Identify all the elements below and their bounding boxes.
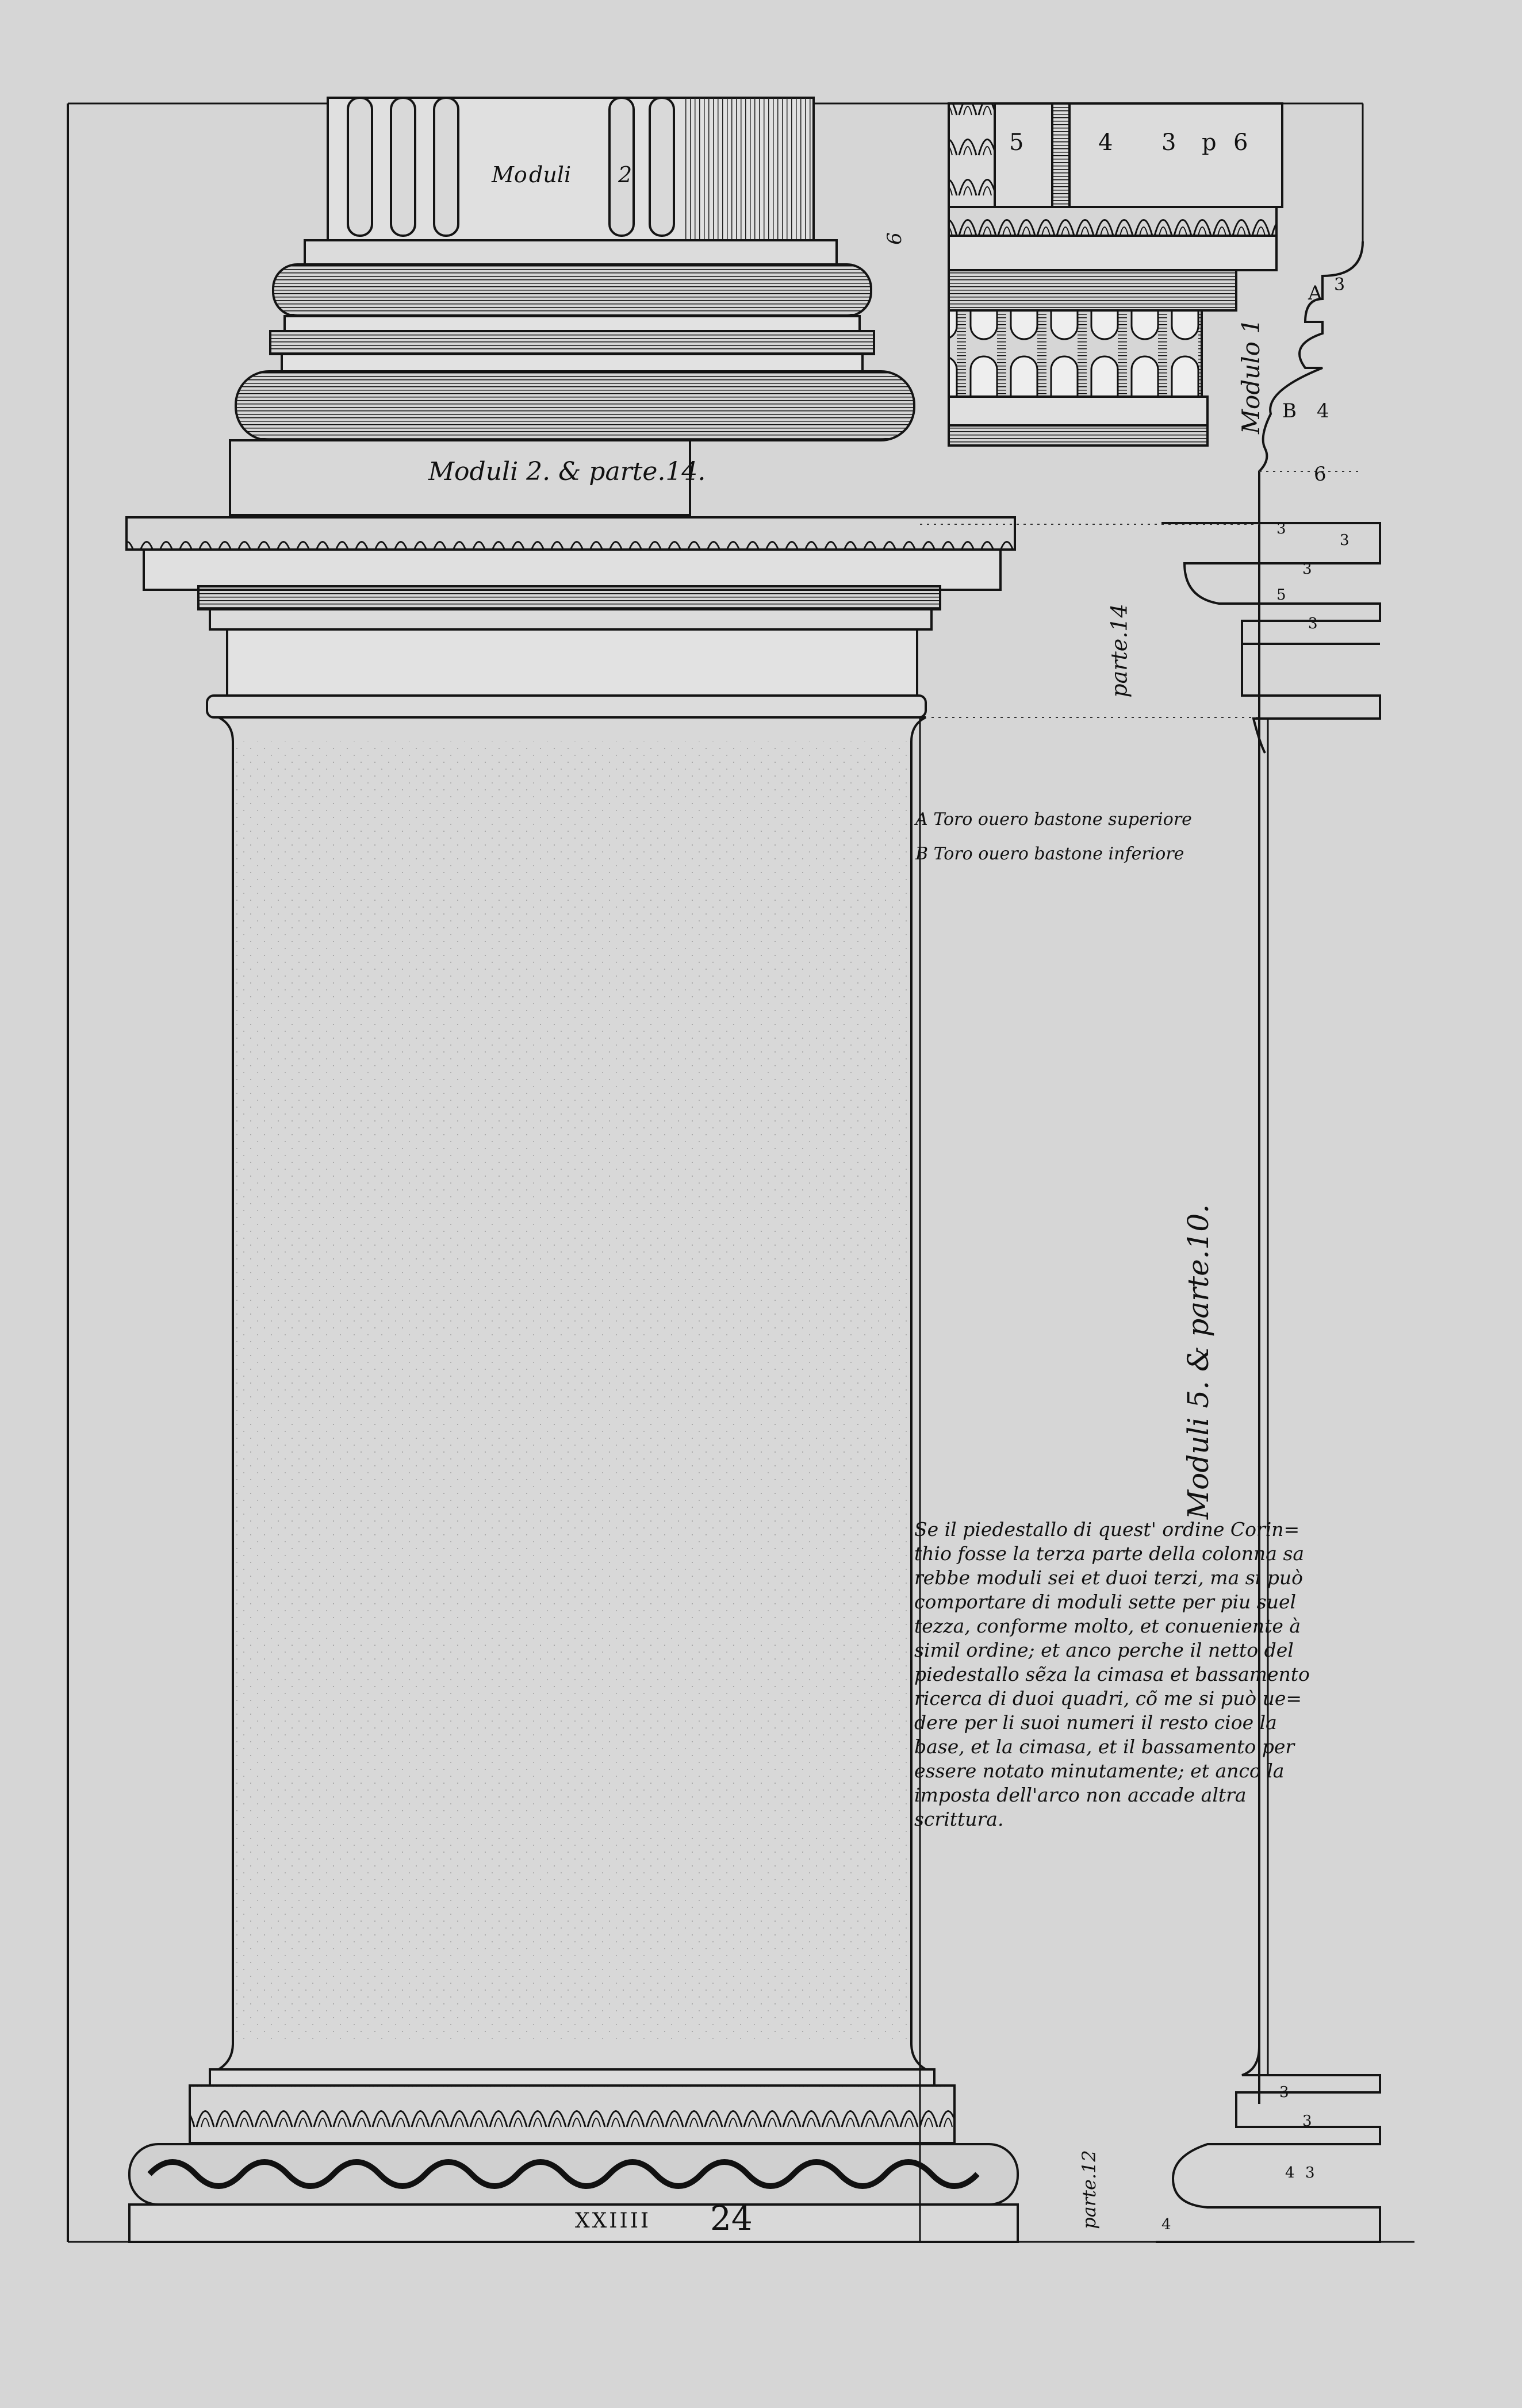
cornice-height-label: parte.14 bbox=[1106, 604, 1132, 698]
base-dimension-label: parte.12 bbox=[1078, 2150, 1100, 2229]
note-line: piedestallo sẽza la cimasa et bassamento bbox=[914, 1663, 1310, 1685]
detail-number-p: p bbox=[1202, 129, 1217, 156]
plate-numeral: XXIIII bbox=[575, 2209, 651, 2233]
base-mark-5: 4 bbox=[1161, 2216, 1171, 2233]
legend-b: B Toro ouero bastone inferiore bbox=[915, 844, 1184, 864]
legend-a: A Toro ouero bastone superiore bbox=[915, 809, 1192, 829]
cornice-mark-2: 3 bbox=[1340, 532, 1350, 549]
base-mark-3: 4 bbox=[1285, 2164, 1295, 2182]
profile-mark-b-num: 4 bbox=[1317, 400, 1329, 423]
description-note bbox=[914, 1518, 1310, 1831]
note-line: tezza, conforme molto, et conueniente à bbox=[914, 1615, 1301, 1637]
pedestal-height-label: Moduli 5. & parte.10. bbox=[1182, 1204, 1216, 1520]
base-mark-2: 3 bbox=[1302, 2113, 1312, 2130]
profile-mark-a-num: 3 bbox=[1334, 275, 1345, 295]
detail-number-5: 5 bbox=[1009, 129, 1024, 156]
note-line: rebbe moduli sei et duoi terzi, ma si può bbox=[914, 1566, 1303, 1589]
profile-mark-six: 6 bbox=[1314, 463, 1327, 486]
shaft-label-mo: Mo bbox=[492, 162, 527, 187]
note-line: comportare di moduli sette per piu suel bbox=[914, 1591, 1297, 1613]
detail-side-number: 6 bbox=[883, 232, 906, 245]
note-line: essere notato minutamente; et anco la bbox=[914, 1760, 1285, 1782]
note-line: ricerca di duoi quadri, cõ me si può ue= bbox=[914, 1687, 1302, 1710]
detail-number-3: 3 bbox=[1161, 129, 1176, 156]
cornice-mark-5: 3 bbox=[1308, 615, 1318, 632]
detail-number-4: 4 bbox=[1098, 129, 1113, 156]
pedestal-base bbox=[129, 2069, 1018, 2242]
base-mark-1: 3 bbox=[1279, 2084, 1289, 2101]
note-line: scrittura. bbox=[914, 1808, 1004, 1830]
base-mark-4: 3 bbox=[1305, 2164, 1315, 2182]
note-line: simil ordine; et anco perche il netto del bbox=[914, 1639, 1294, 1661]
shaft-label-duli: duli bbox=[529, 162, 572, 187]
profile-mark-a: A bbox=[1308, 282, 1322, 305]
note-line: imposta dell'arco non accade altra bbox=[914, 1784, 1247, 1806]
cornice-mark-4: 5 bbox=[1276, 586, 1286, 604]
base-height-label: Moduli 2. & parte.14. bbox=[428, 457, 706, 486]
page-number: 24 bbox=[710, 2199, 753, 2238]
shaft-label-num: 2 bbox=[618, 162, 632, 187]
detail-number-6: 6 bbox=[1233, 129, 1248, 156]
cornice-mark-3: 3 bbox=[1302, 560, 1312, 578]
cornice-mark-1: 3 bbox=[1276, 520, 1286, 537]
note-line: base, et la cimasa, et il bassamento per bbox=[914, 1735, 1295, 1758]
profile-mark-b: B bbox=[1282, 400, 1297, 423]
note-line: dere per li suoi numeri il resto cioe la bbox=[914, 1711, 1277, 1734]
note-line: thio fosse la terza parte della colonna sa bbox=[914, 1542, 1305, 1565]
module-label: Modulo 1 bbox=[1237, 318, 1266, 435]
pedestal-die bbox=[207, 696, 926, 2069]
note-line: Se il piedestallo di quest' ordine Corin= bbox=[914, 1518, 1300, 1541]
pedestal-cornice bbox=[126, 517, 1015, 696]
